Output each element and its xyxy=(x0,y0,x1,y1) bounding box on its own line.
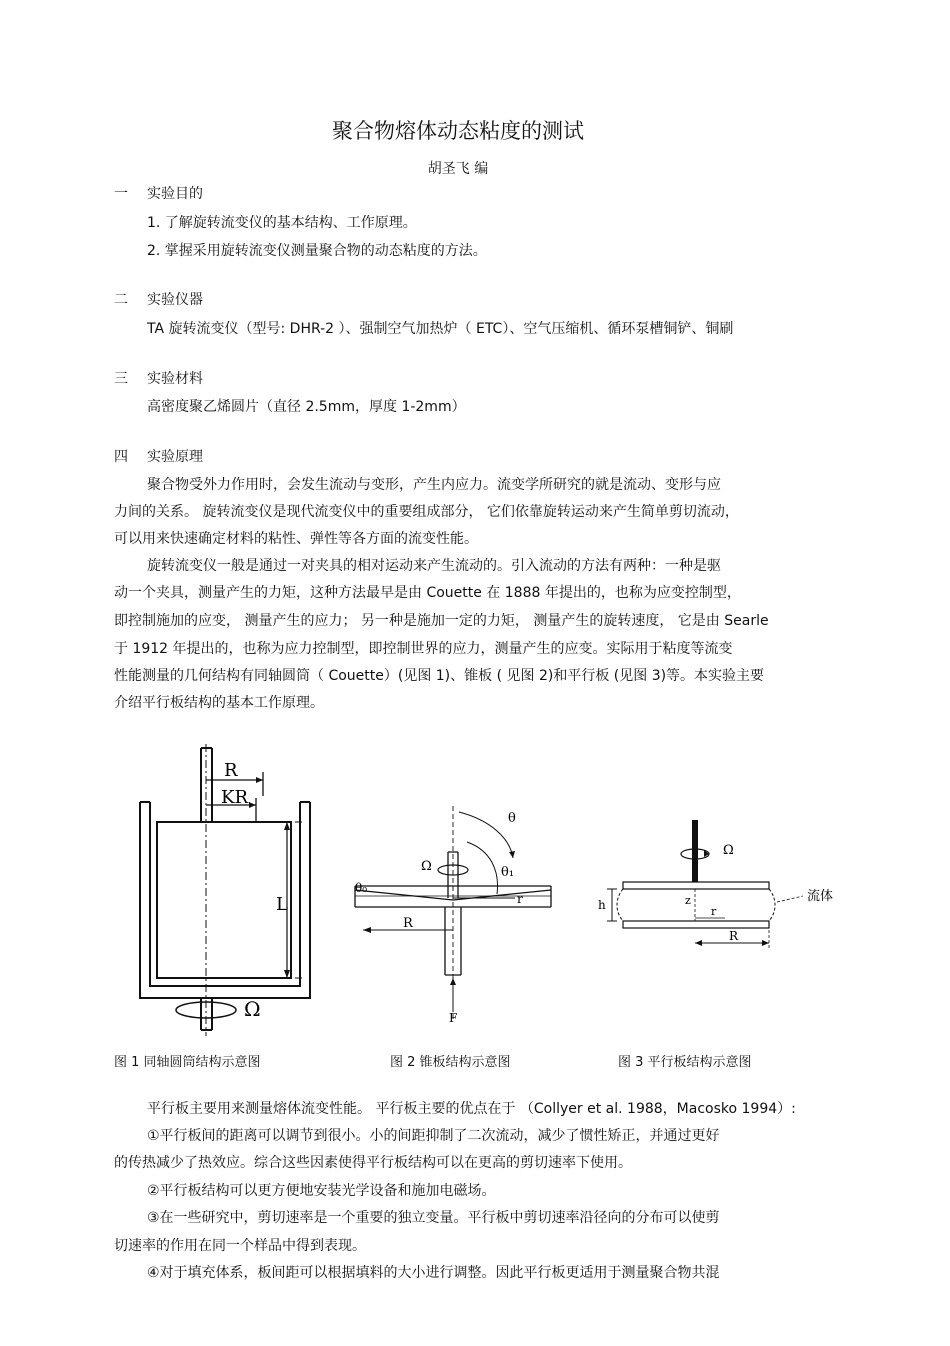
fig1-KR-label: KR xyxy=(221,787,248,808)
paragraph-line: ①平行板间的距离可以调节到很小。小的间距抑制了二次流动，减少了惯性矫正，并通过更好 xyxy=(147,1128,720,1144)
figure-1-caption: 图 1 同轴圆筒结构示意图 xyxy=(114,1055,261,1070)
fig2-theta1-label: θ₁ xyxy=(501,865,515,880)
fig3-z-label: z xyxy=(685,894,691,907)
paragraph-line: 旋转流变仪一般是通过一对夹具的相对运动来产生流动的。引入流动的方法有两种：一种是驱 xyxy=(147,558,721,574)
fig2-R-label: R xyxy=(403,916,413,931)
section-4-number: 四 xyxy=(114,449,128,465)
fig2-F-label: F xyxy=(449,1011,458,1025)
figure-3-caption: 图 3 平行板结构示意图 xyxy=(618,1055,752,1070)
paragraph-line: 可以用来快速确定材料的粘性、弹性等各方面的流变性能。 xyxy=(114,531,478,547)
fig3-omega-label: Ω xyxy=(723,843,734,858)
section-3-text: 高密度聚乙烯圆片（直径 2.5mm，厚度 1-2mm） xyxy=(147,399,466,415)
paragraph-line: 力间的关系。 旋转流变仪是现代流变仪中的重要组成部分， 它们依靠旋转运动来产生简单剪切流动， xyxy=(114,504,739,520)
figure-3-parallel-plate xyxy=(595,820,855,960)
paragraph-line: 于 1912 年提出的，也称为应力控制型，即控制世界的应力，测量产生的应变。实际用于粘度等流变 xyxy=(114,641,733,657)
fig1-omega-label: Ω xyxy=(244,997,261,1021)
fig3-fluid-label: 流体 xyxy=(807,889,834,904)
fig3-R-label: R xyxy=(729,929,739,943)
section-2-text: TA 旋转流变仪（型号: DHR-2 ）、强制空气加热炉（ ETC）、空气压缩机、循环泵槽铜铲、铜刷 xyxy=(147,321,734,337)
paragraph-line: 介绍平行板结构的基本工作原理。 xyxy=(114,695,324,711)
paragraph-line: 动一个夹具，测量产生的力矩，这种方法最早是由 Couette 在 1888 年提出的，也称为应变控制型， xyxy=(114,585,741,601)
paragraph-line: ②平行板结构可以更方便地安装光学设备和施加电磁场。 xyxy=(147,1183,496,1199)
page-title: 聚合物熔体动态粘度的测试 xyxy=(332,119,584,143)
fig1-L-label: L xyxy=(276,894,288,915)
paragraph-line: 即控制施加的应变， 测量产生的应力； 另一种是施加一定的力矩， 测量产生的旋转速度， 它是由 Searle xyxy=(114,613,769,629)
paragraph-line: ④对于填充体系，板间距可以根据填料的大小进行调整。因此平行板更适用于测量聚合物共混 xyxy=(147,1265,720,1281)
fig2-r-label: r xyxy=(517,892,523,906)
section-1-heading: 实验目的 xyxy=(147,186,203,202)
section-4-heading: 实验原理 xyxy=(147,449,203,465)
section-2-heading: 实验仪器 xyxy=(147,292,203,308)
figure-1-coaxial-cylinder xyxy=(120,740,320,1040)
section-3-number: 三 xyxy=(114,371,128,387)
fig2-omega-label: Ω xyxy=(421,859,432,874)
paragraph-line: 切速率的作用在同一个样品中得到表现。 xyxy=(114,1238,366,1254)
section-3-heading: 实验材料 xyxy=(147,371,203,387)
section-1-item: 2. 掌握采用旋转流变仪测量聚合物的动态粘度的方法。 xyxy=(147,243,487,259)
fig2-theta-label: θ xyxy=(508,811,516,826)
paragraph-line: 的传热减少了热效应。综合这些因素使得平行板结构可以在更高的剪切速率下使用。 xyxy=(114,1155,632,1171)
fig1-R-label: R xyxy=(224,760,238,781)
figure-2-caption: 图 2 锥板结构示意图 xyxy=(390,1055,511,1070)
paragraph-line: ③在一些研究中，剪切速率是一个重要的独立变量。平行板中剪切速率沿径向的分布可以使剪 xyxy=(147,1210,720,1226)
section-1-number: 一 xyxy=(114,186,128,202)
fig2-theta0-label: θ₀ xyxy=(355,881,368,895)
paragraph-line: 性能测量的几何结构有同轴圆筒（ Couette）(见图 1)、锥板 ( 见图 2)和平行板 (见图 3)等。本实验主要 xyxy=(114,668,765,684)
figure-2-cone-plate xyxy=(345,800,565,1025)
fig3-h-label: h xyxy=(598,898,606,912)
author-line: 胡圣飞 编 xyxy=(427,161,489,177)
section-2-number: 二 xyxy=(114,292,128,308)
fig3-r-label: r xyxy=(711,905,717,918)
paragraph-line: 聚合物受外力作用时，会发生流动与变形，产生内应力。流变学所研究的就是流动、变形与应 xyxy=(147,477,721,493)
section-1-item: 1. 了解旋转流变仪的基本结构、工作原理。 xyxy=(147,215,417,231)
paragraph-line: 平行板主要用来测量熔体流变性能。 平行板主要的优点在于 （Collyer et al. 1988，Macosko 1994）: xyxy=(147,1101,796,1117)
